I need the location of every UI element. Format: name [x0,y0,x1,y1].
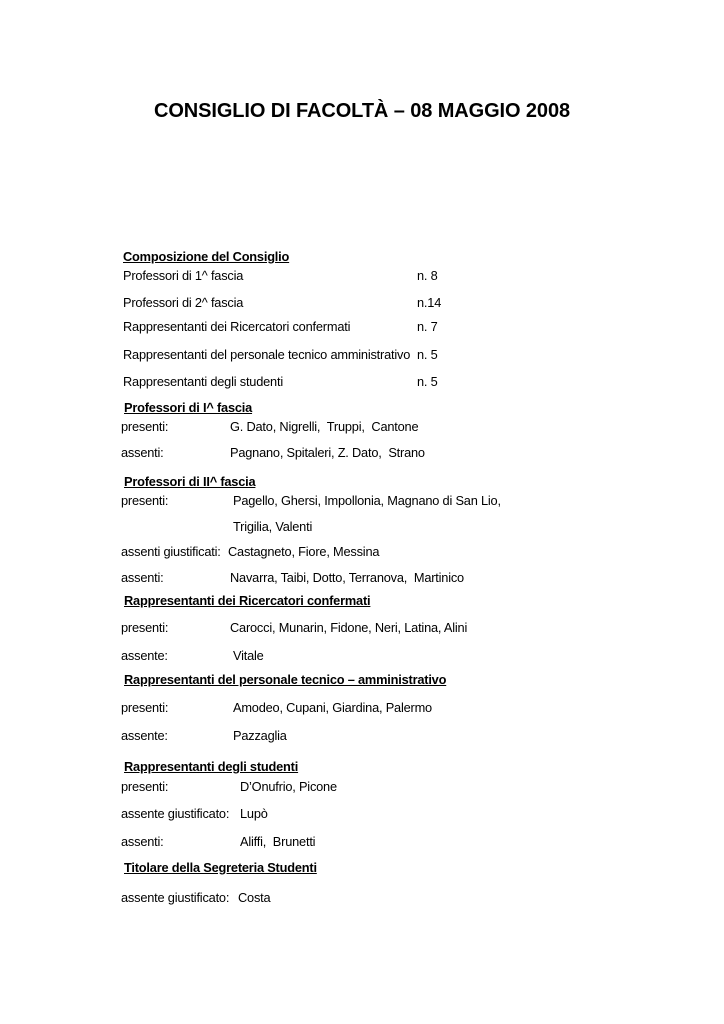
attendance-label: presenti: [121,493,169,508]
attendance-names: Costa [238,890,271,905]
attendance-names: Pazzaglia [233,728,287,743]
composition-row [0,346,724,363]
attendance-label: assenti: [121,445,164,460]
attendance-row [0,699,724,716]
attendance-row [0,492,724,509]
attendance-names: Carocci, Munarin, Fidone, Neri, Latina, Alini [230,620,468,635]
attendance-row [0,418,724,435]
composition-row [0,294,724,311]
attendance-row [0,543,724,560]
section-heading-row [0,758,724,775]
section-heading: Rappresentanti dei Ricercatori confermati [124,593,371,608]
attendance-row [0,619,724,636]
attendance-label: presenti: [121,620,169,635]
composition-row-count: n.14 [417,295,442,310]
composition-row-label: Rappresentanti del personale tecnico amministrativo [123,347,411,362]
attendance-names: G. Dato, Nigrelli, Truppi, Cantone [230,419,419,434]
document-title: CONSIGLIO DI FACOLTÀ – 08 MAGGIO 2008 [153,100,570,122]
section-heading-row [0,592,724,609]
attendance-label: presenti: [121,779,169,794]
composition-row-label: Professori di 2^ fascia [123,295,244,310]
section-heading-row [0,473,724,490]
attendance-names: D’Onufrio, Picone [240,779,337,794]
attendance-names: Vitale [233,648,264,663]
section-heading: Rappresentanti del personale tecnico – amministrativo [124,672,447,687]
attendance-label: assente: [121,728,168,743]
composition-row-label: Rappresentanti degli studenti [123,374,283,389]
composition-row-count: n. 7 [417,319,438,334]
composition-row [0,267,724,284]
attendance-label: assente: [121,648,168,663]
attendance-label: presenti: [121,419,169,434]
attendance-label: assenti giustificati: [121,544,221,559]
attendance-row [0,727,724,744]
attendance-names: Trigilia, Valenti [233,519,313,534]
composition-row-count: n. 5 [417,374,438,389]
attendance-row [0,518,724,535]
attendance-names: Aliffi, Brunetti [240,834,316,849]
section-heading: Professori di I^ fascia [124,400,253,415]
section-heading-row [0,859,724,876]
composition-row [0,318,724,335]
attendance-names: Navarra, Taibi, Dotto, Terranova, Martinico [230,570,464,585]
attendance-row [0,889,724,906]
composition-heading-row [0,248,724,265]
attendance-row [0,833,724,850]
attendance-label: assenti: [121,570,164,585]
composition-row-count: n. 5 [417,347,438,362]
attendance-label: assente giustificato: [121,890,230,905]
attendance-names: Pagnano, Spitaleri, Z. Dato, Strano [230,445,425,460]
composition-row-label: Rappresentanti dei Ricercatori confermati [123,319,351,334]
section-heading-row [0,399,724,416]
section-heading-row [0,671,724,688]
attendance-label: assenti: [121,834,164,849]
composition-heading: Composizione del Consiglio [123,249,290,264]
attendance-label: presenti: [121,700,169,715]
attendance-row [0,647,724,664]
attendance-label: assente giustificato: [121,806,230,821]
attendance-row [0,444,724,461]
attendance-names: Amodeo, Cupani, Giardina, Palermo [233,700,432,715]
attendance-names: Lupò [240,806,268,821]
section-heading: Professori di II^ fascia [124,474,256,489]
composition-row [0,373,724,390]
section-heading: Titolare della Segreteria Studenti [124,860,317,875]
attendance-row [0,805,724,822]
composition-row-label: Professori di 1^ fascia [123,268,244,283]
section-heading: Rappresentanti degli studenti [124,759,299,774]
attendance-names: Pagello, Ghersi, Impollonia, Magnano di San Lio, [233,493,501,508]
attendance-row [0,778,724,795]
attendance-names: Castagneto, Fiore, Messina [228,544,380,559]
composition-row-count: n. 8 [417,268,438,283]
attendance-row [0,569,724,586]
